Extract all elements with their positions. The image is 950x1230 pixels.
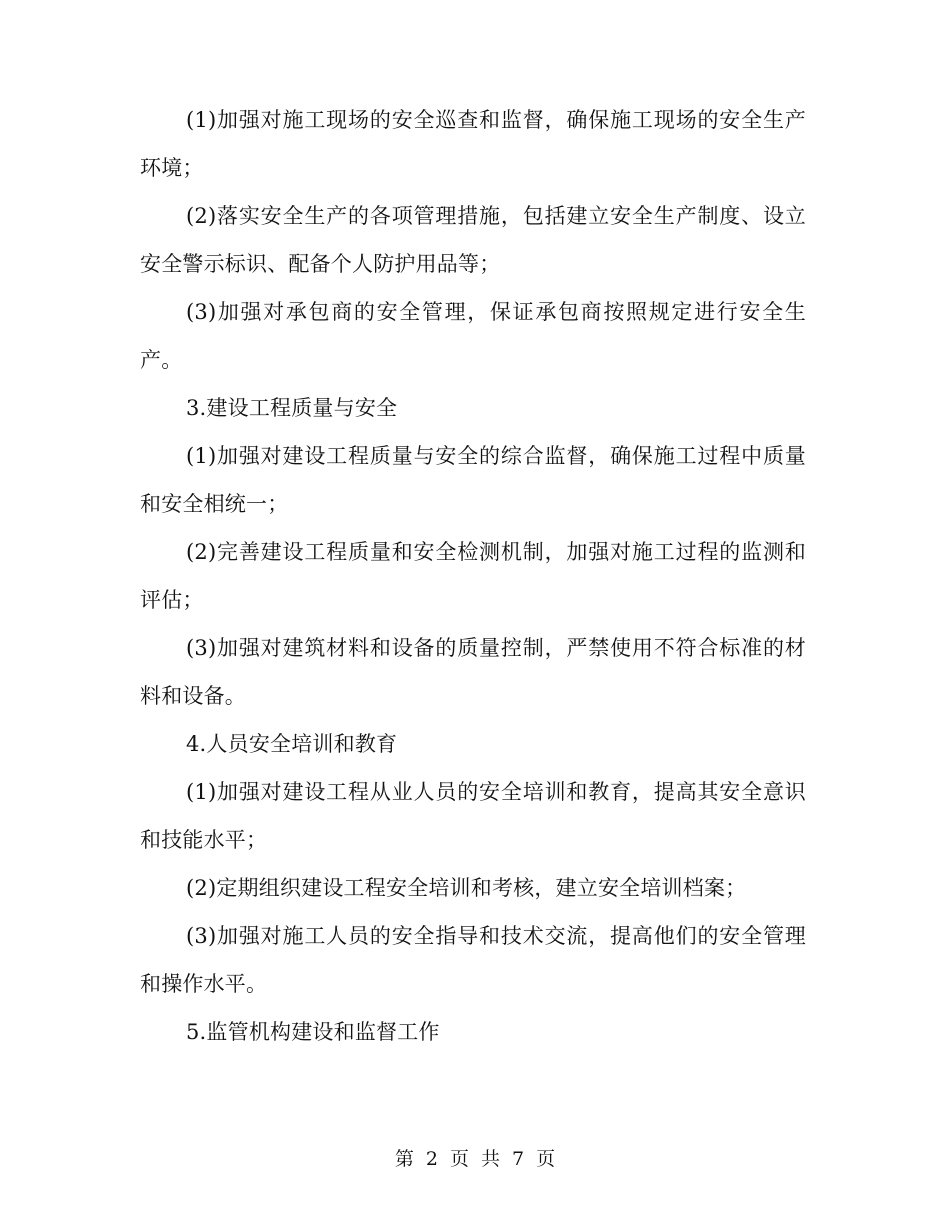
section-heading-regulatory-agency: 5.监管机构建设和监督工作	[186, 1020, 440, 1044]
section-heading-quality-and-safety: 3.建设工程质量与安全	[186, 396, 398, 420]
paragraph-integrated-supervision: (1)加强对建设工程质量与安全的综合监督，确保施工过程中质量和安全相统一；	[140, 444, 806, 516]
paragraph-site-safety-inspection: (1)加强对施工现场的安全巡查和监督，确保施工现场的安全生产环境；	[140, 108, 806, 180]
paragraph-training-assessment: (2)定期组织建设工程安全培训和考核，建立安全培训档案；	[186, 876, 747, 900]
section-heading-safety-training: 4.人员安全培训和教育	[186, 732, 398, 756]
paragraph-safety-measures: (2)落实安全生产的各项管理措施，包括建立安全生产制度、设立安全警示标识、配备个人防护用品等；	[140, 204, 806, 276]
paragraph-material-quality-control: (3)加强对建筑材料和设备的质量控制，严禁使用不符合标准的材料和设备。	[140, 636, 806, 708]
paragraph-contractor-safety: (3)加强对承包商的安全管理，保证承包商按照规定进行安全生产。	[140, 300, 806, 372]
paragraph-inspection-mechanism: (2)完善建设工程质量和安全检测机制，加强对施工过程的监测和评估；	[140, 540, 806, 612]
document-body	[140, 96, 806, 1056]
paragraph-technical-guidance: (3)加强对施工人员的安全指导和技术交流，提高他们的安全管理和操作水平。	[140, 924, 806, 996]
paragraph-training-education: (1)加强对建设工程从业人员的安全培训和教育，提高其安全意识和技能水平；	[140, 780, 806, 852]
page-number-footer: 第 2 页 共 7 页	[394, 1148, 556, 1170]
